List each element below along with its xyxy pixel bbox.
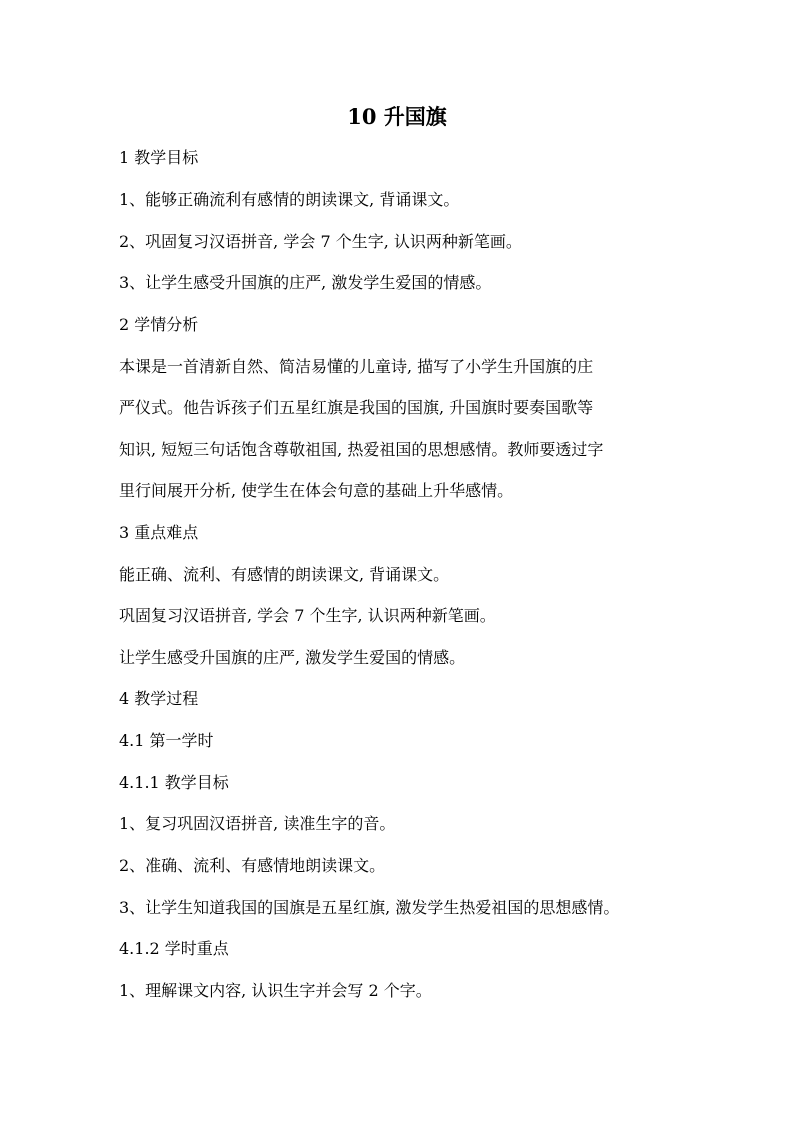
heading-teaching-goals: 1 教学目标 <box>119 148 199 167</box>
lesson-goal-item-1: 1、复习巩固汉语拼音, 读准生字的音。 <box>119 814 396 833</box>
analysis-paragraph-line: 本课是一首清新自然、简洁易懂的儿童诗, 描写了小学生升国旗的庄 <box>119 357 594 376</box>
key-point-item: 能正确、流利、有感情的朗读课文, 背诵课文。 <box>119 565 450 584</box>
goal-item-1: 1、能够正确流利有感情的朗读课文, 背诵课文。 <box>119 190 460 209</box>
key-point-item: 让学生感受升国旗的庄严, 激发学生爱国的情感。 <box>119 648 466 667</box>
subheading-lesson-focus: 4.1.2 学时重点 <box>119 939 229 958</box>
subheading-first-lesson: 4.1 第一学时 <box>119 731 214 750</box>
subheading-lesson-goals: 4.1.1 教学目标 <box>119 773 229 792</box>
heading-learning-analysis: 2 学情分析 <box>119 315 199 334</box>
analysis-paragraph-line: 里行间展开分析, 使学生在体会句意的基础上升华感情。 <box>119 481 514 500</box>
analysis-paragraph-line: 知识, 短短三句话饱含尊敬祖国, 热爱祖国的思想感情。教师要透过字 <box>119 440 604 459</box>
document-title: 10 升国旗 <box>347 104 447 129</box>
lesson-goal-item-3: 3、让学生知道我国的国旗是五星红旗, 激发学生热爱祖国的思想感情。 <box>119 898 620 917</box>
heading-key-points: 3 重点难点 <box>119 523 199 542</box>
goal-item-3: 3、让学生感受升国旗的庄严, 激发学生爱国的情感。 <box>119 273 492 292</box>
lesson-focus-item-1: 1、理解课文内容, 认识生字并会写 2 个字。 <box>119 981 432 1000</box>
goal-item-2: 2、巩固复习汉语拼音, 学会 7 个生字, 认识两种新笔画。 <box>119 232 522 251</box>
analysis-paragraph-line: 严仪式。他告诉孩子们五星红旗是我国的国旗, 升国旗时要奏国歌等 <box>119 398 594 417</box>
lesson-goal-item-2: 2、准确、流利、有感情地朗读课文。 <box>119 856 386 875</box>
key-point-item: 巩固复习汉语拼音, 学会 7 个生字, 认识两种新笔画。 <box>119 606 496 625</box>
heading-teaching-process: 4 教学过程 <box>119 689 199 708</box>
